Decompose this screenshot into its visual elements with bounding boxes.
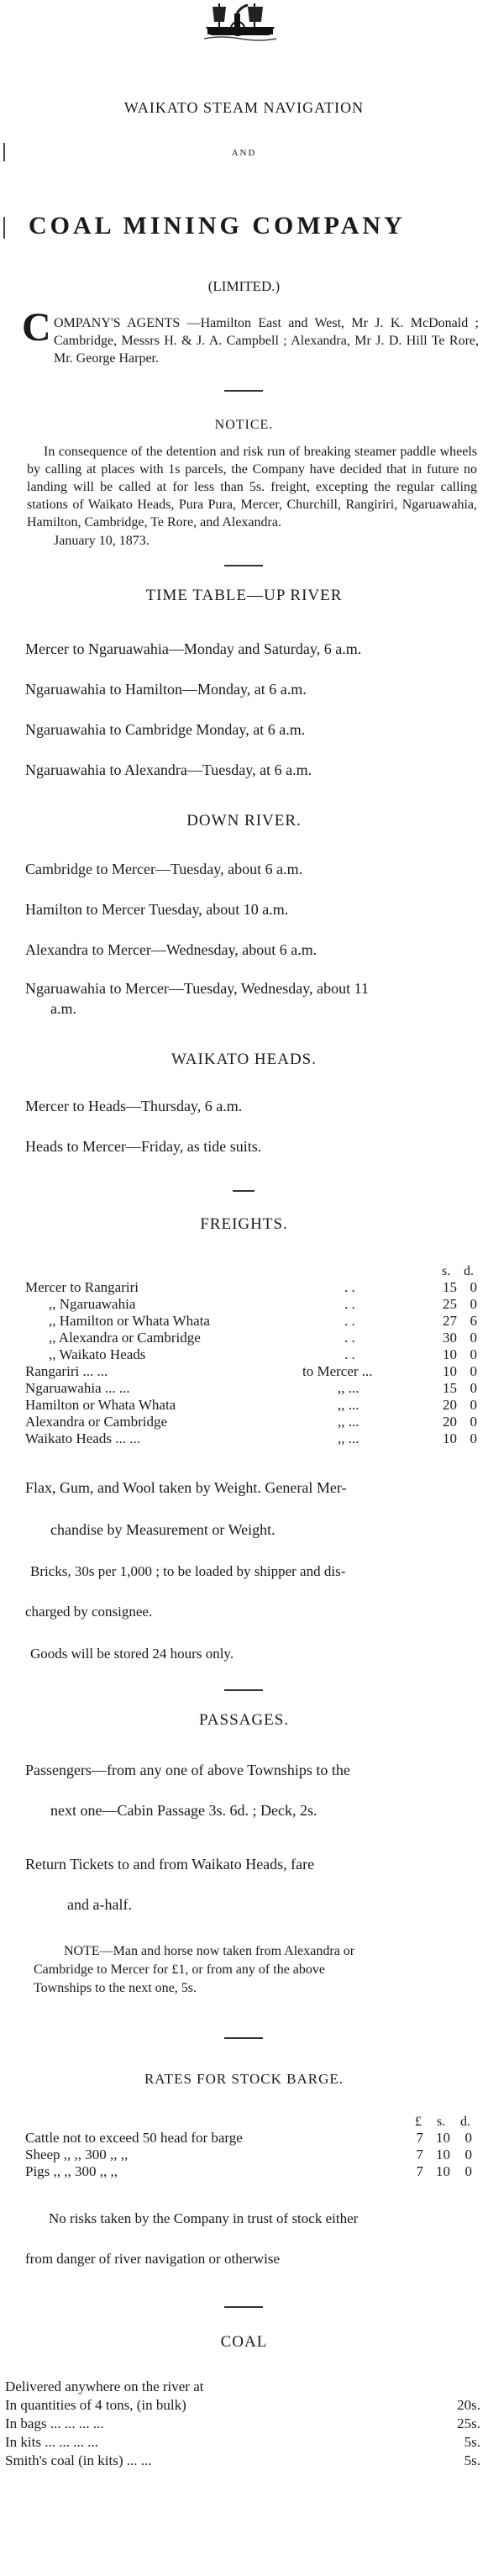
goods-line: chandise by Measurement or Weight. bbox=[50, 1521, 275, 1538]
stock-row-s: 10 bbox=[436, 2130, 450, 2146]
note-line: NOTE—Man and horse now taken from Alexandra or bbox=[64, 1944, 355, 1958]
stock-row-s: 10 bbox=[436, 2163, 450, 2179]
goods-line: Flax, Gum, and Wool taken by Weight. General Mer- bbox=[25, 1479, 347, 1496]
freight-row-d: 0 bbox=[470, 1414, 477, 1430]
limited-label: (LIMITED.) bbox=[207, 278, 281, 294]
divider bbox=[224, 390, 263, 392]
timetable-up-line: Mercer to Ngaruawahia—Monday and Saturday, 6 a.m. bbox=[25, 640, 362, 657]
timetable-up-line: Ngaruawahia to Alexandra—Tuesday, at 6 a.m. bbox=[25, 761, 312, 778]
freight-row-from: Ngaruawahia ... ... bbox=[25, 1380, 130, 1396]
agents-text: OMPANY'S AGENTS —Hamilton East and West, Mr J. K. McDonald ; Cambridge, Messrs H. & J. A. Campbell ; Alexandra, Mr J. D. Hill Te Rore, Mr. George Harper. bbox=[54, 316, 479, 366]
bricks-line: Bricks, 30s per 1,000 ; to be loaded by shipper and dis- bbox=[30, 1563, 346, 1579]
freight-row-from: ,, Waikato Heads bbox=[49, 1346, 146, 1362]
stock-heading: RATES FOR STOCK BARGE. bbox=[144, 2071, 344, 2087]
goods-stored: Goods will be stored 24 hours only. bbox=[30, 1646, 234, 1662]
timetable-up-line: Ngaruawahia to Hamilton—Monday, at 6 a.m. bbox=[25, 681, 307, 698]
stock-table bbox=[25, 2130, 479, 2185]
coal-row-price: 5s. bbox=[464, 2434, 480, 2450]
company-title-and: AND bbox=[231, 148, 257, 158]
risk-line: from danger of river navigation or otherwise bbox=[25, 2251, 281, 2267]
stock-row-label: Pigs ,, ,, 300 ,, ,, bbox=[25, 2163, 118, 2179]
freight-row-s: 15 bbox=[443, 1279, 457, 1295]
down-river-line: Ngaruawahia to Mercer—Tuesday, Wednesday, about 11 bbox=[25, 980, 369, 997]
freight-row-from: ,, Ngaruawahia bbox=[49, 1296, 136, 1312]
coal-intro: Delivered anywhere on the river at bbox=[5, 2378, 204, 2394]
freight-row-s: 10 bbox=[443, 1430, 457, 1446]
passages-line: next one—Cabin Passage 3s. 6d. ; Deck, 2s. bbox=[50, 1802, 317, 1819]
coal-row-price: 25s. bbox=[457, 2415, 480, 2431]
stock-row-label: Sheep ,, ,, 300 ,, ,, bbox=[25, 2147, 129, 2162]
bricks-line: charged by consignee. bbox=[25, 1604, 153, 1620]
freight-row-dots: ,, ... bbox=[338, 1397, 359, 1413]
risk-line: No risks taken by the Company in trust of stock either bbox=[49, 2210, 359, 2226]
divider bbox=[224, 2037, 263, 2039]
freight-row-s: 10 bbox=[443, 1363, 457, 1379]
freight-row-from: Mercer to Rangariri bbox=[25, 1279, 139, 1295]
coal-row-label: In quantities of 4 tons, (in bulk) bbox=[5, 2397, 186, 2413]
freights-col-s: s. bbox=[442, 1264, 451, 1278]
freight-row-s: 27 bbox=[443, 1313, 457, 1329]
stock-row-s: 10 bbox=[436, 2147, 450, 2162]
passages-heading: PASSAGES. bbox=[198, 1711, 290, 1729]
freight-row-dots: ,, ... bbox=[338, 1380, 359, 1396]
freight-row-dots: . . bbox=[344, 1330, 355, 1346]
freight-row-s: 20 bbox=[443, 1414, 457, 1430]
freight-row-from: Hamilton or Whata Whata bbox=[25, 1397, 176, 1413]
coal-row-label: Smith's coal (in kits) ... ... bbox=[5, 2452, 152, 2468]
freight-row-d: 0 bbox=[470, 1346, 477, 1362]
down-river-line: Cambridge to Mercer—Tuesday, about 6 a.m. bbox=[25, 861, 303, 877]
stock-row-l: 7 bbox=[416, 2130, 423, 2146]
freight-row-s: 10 bbox=[443, 1346, 457, 1362]
notice-heading: NOTICE. bbox=[214, 418, 274, 432]
freight-row-from: Alexandra or Cambridge bbox=[25, 1414, 167, 1430]
freight-row-from: Rangariri ... ... bbox=[25, 1363, 108, 1379]
freight-row-d: 0 bbox=[470, 1363, 477, 1379]
stock-row-d: 0 bbox=[464, 2130, 472, 2146]
freight-row-from: Waikato Heads ... ... bbox=[25, 1430, 140, 1446]
stock-row-l: 7 bbox=[416, 2147, 423, 2162]
freight-row-s: 20 bbox=[443, 1397, 457, 1413]
heads-line: Mercer to Heads—Thursday, 6 a.m. bbox=[25, 1098, 243, 1114]
freight-row-d: 0 bbox=[470, 1279, 477, 1295]
freight-row-d: 0 bbox=[470, 1430, 477, 1446]
company-title-line1: WAIKATO STEAM NAVIGATION bbox=[123, 99, 365, 116]
freight-row-from: ,, Hamilton or Whata Whata bbox=[49, 1313, 210, 1329]
timetable-up-heading: TIME TABLE—UP RIVER bbox=[145, 587, 343, 604]
notice-body: In consequence of the detention and risk run of breaking steamer paddle wheels by calling at places with 1s parcels, the Company have decided that in future no landing will be called at for less than 5s. freight, excepting the regular calling stations of Waikato Heads, Pura Pura, Mercer, Churchill, Rangiriri, Ngaruawahia, Hamilton, Cambridge, Te Rore, and Alexandra. bbox=[27, 445, 477, 529]
stock-col-l: £ bbox=[415, 2115, 422, 2129]
freight-row-d: 6 bbox=[470, 1313, 477, 1329]
freight-row-d: 0 bbox=[470, 1330, 477, 1346]
return-line: Return Tickets to and from Waikato Heads, fare bbox=[25, 1856, 315, 1873]
heads-line: Heads to Mercer—Friday, as tide suits. bbox=[25, 1138, 262, 1155]
return-line: and a-half. bbox=[67, 1896, 132, 1913]
margin-mark bbox=[3, 217, 5, 239]
freights-col-d: d. bbox=[464, 1264, 474, 1278]
freight-row-dots: . . bbox=[344, 1296, 355, 1312]
stock-row-l: 7 bbox=[416, 2163, 423, 2179]
freight-row-dots: . . bbox=[344, 1279, 355, 1295]
divider bbox=[224, 1689, 263, 1691]
stock-row-label: Cattle not to exceed 50 head for barge bbox=[25, 2130, 243, 2146]
coal-heading: COAL bbox=[220, 2333, 268, 2351]
coal-row-label: In bags ... ... ... ... bbox=[5, 2415, 104, 2431]
freight-row-s: 15 bbox=[443, 1380, 457, 1396]
divider bbox=[224, 2306, 263, 2308]
down-river-line: Hamilton to Mercer Tuesday, about 10 a.m. bbox=[25, 901, 289, 918]
freight-row-dots: to Mercer ... bbox=[302, 1363, 373, 1379]
divider bbox=[233, 1190, 254, 1192]
note-line: Cambridge to Mercer for £1, or from any of the above bbox=[34, 1962, 325, 1977]
coal-row-price: 20s. bbox=[457, 2397, 480, 2413]
freight-row-d: 0 bbox=[470, 1380, 477, 1396]
notice-date: January 10, 1873. bbox=[54, 534, 150, 548]
freight-row-from: ,, Alexandra or Cambridge bbox=[49, 1330, 201, 1346]
freight-row-d: 0 bbox=[470, 1397, 477, 1413]
freight-row-dots: . . bbox=[344, 1313, 355, 1329]
stock-row-d: 0 bbox=[464, 2163, 472, 2179]
down-river-line: a.m. bbox=[50, 1000, 76, 1017]
freight-row-dots: ,, ... bbox=[338, 1430, 359, 1446]
freights-table bbox=[25, 1279, 479, 1456]
freight-row-d: 0 bbox=[470, 1296, 477, 1312]
heads-heading: WAIKATO HEADS. bbox=[171, 1051, 317, 1068]
passages-line: Passengers—from any one of above Townships to the bbox=[25, 1762, 350, 1778]
stock-col-s: s. bbox=[437, 2115, 446, 2129]
freight-row-s: 30 bbox=[443, 1330, 457, 1346]
down-river-line: Alexandra to Mercer—Wednesday, about 6 a.m. bbox=[25, 941, 317, 958]
stock-row-d: 0 bbox=[464, 2147, 472, 2162]
freights-heading: FREIGHTS. bbox=[200, 1215, 288, 1233]
timetable-up-line: Ngaruawahia to Cambridge Monday, at 6 a.m. bbox=[25, 721, 306, 738]
coal-row-label: In kits ... ... ... ... bbox=[5, 2434, 98, 2450]
coal-row-price: 5s. bbox=[464, 2452, 480, 2468]
agents-drop-cap: C bbox=[22, 305, 51, 350]
divider bbox=[224, 565, 263, 566]
company-title-line2: COAL MINING COMPANY bbox=[29, 212, 406, 240]
freight-row-s: 25 bbox=[443, 1296, 457, 1312]
down-river-heading: DOWN RIVER. bbox=[186, 812, 302, 830]
stock-col-d: d. bbox=[460, 2115, 470, 2129]
freight-row-dots: ,, ... bbox=[338, 1414, 359, 1430]
note-line: Townships to the next one, 5s. bbox=[34, 1981, 197, 1995]
freight-row-dots: . . bbox=[344, 1346, 355, 1362]
coal-table bbox=[5, 2378, 484, 2471]
steamship-icon bbox=[204, 2, 276, 42]
